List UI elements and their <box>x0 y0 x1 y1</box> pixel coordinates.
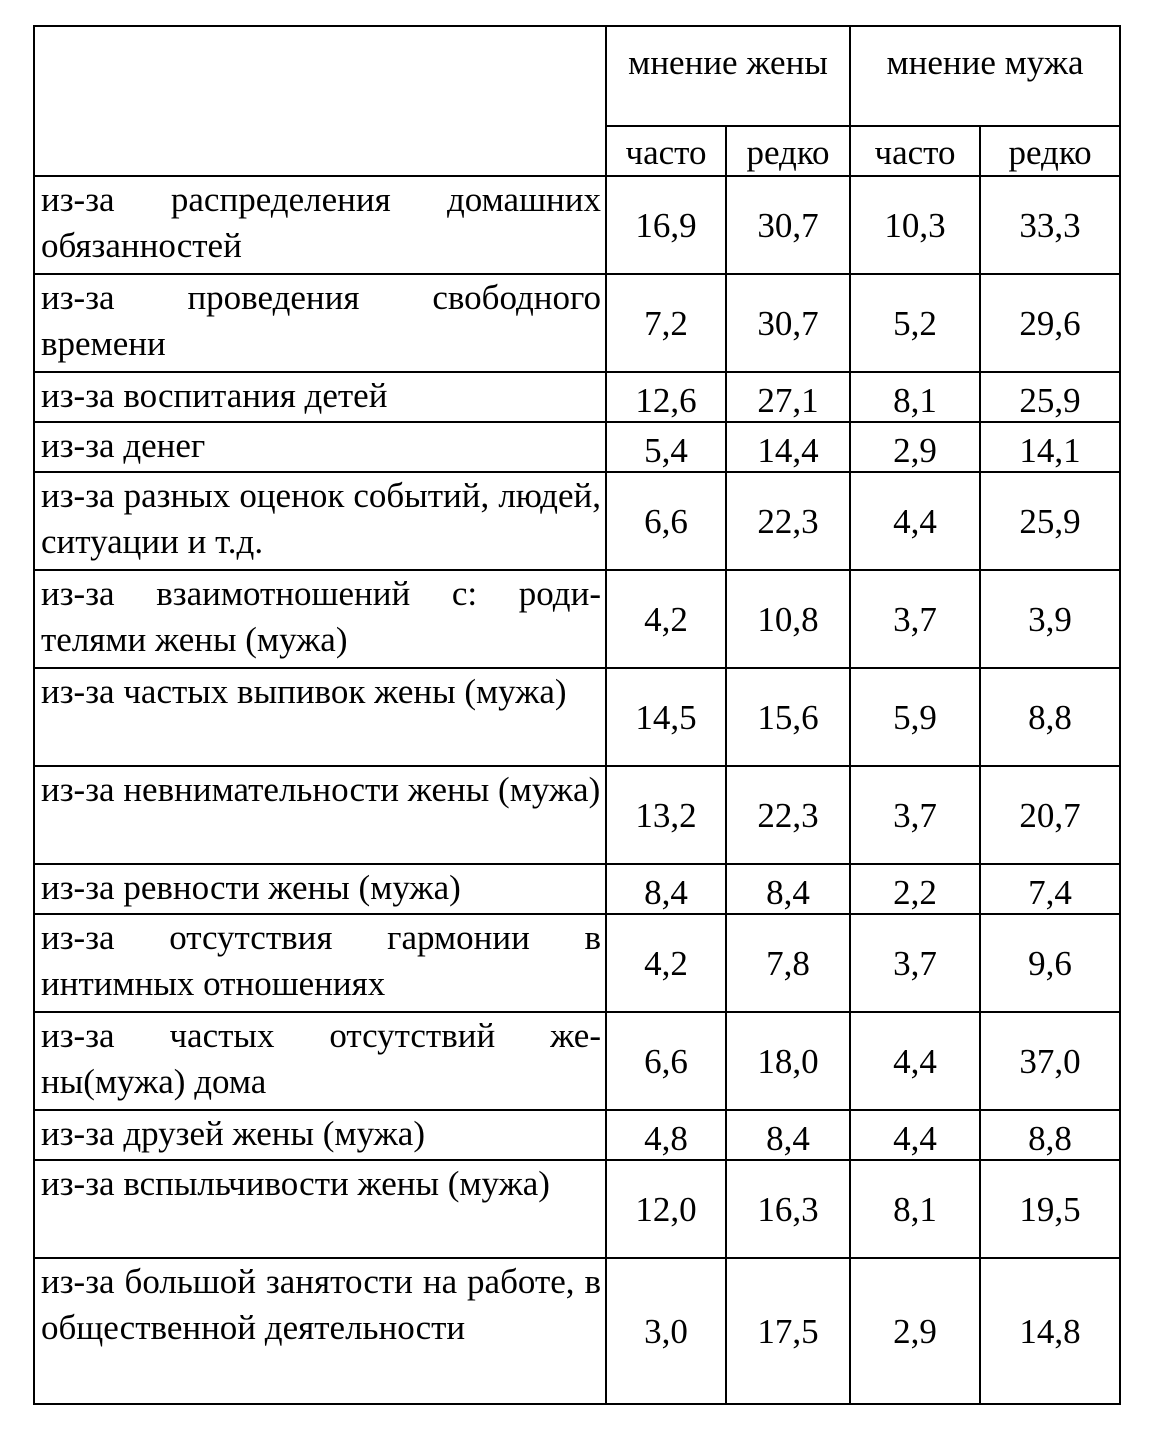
cell-wife-often: 12,0 <box>606 1160 726 1258</box>
header-wife-rarely: редко <box>726 126 850 176</box>
row-label: из-за проведения свободного времени <box>34 274 606 372</box>
table-row <box>34 1110 1120 1160</box>
header-wife-often: часто <box>606 126 726 176</box>
row-label: из-за вспыльчивости жены (мужа) <box>34 1160 606 1258</box>
cell-husband-rarely: 9,6 <box>980 914 1120 1012</box>
cell-wife-often: 14,5 <box>606 668 726 766</box>
cell-husband-rarely: 8,8 <box>980 668 1120 766</box>
cell-wife-rarely: 22,3 <box>726 472 850 570</box>
table-row <box>34 1258 1120 1404</box>
row-label: из-за друзей жены (мужа) <box>34 1110 606 1160</box>
cell-husband-rarely: 14,1 <box>980 422 1120 472</box>
cell-wife-rarely: 30,7 <box>726 274 850 372</box>
cell-wife-often: 7,2 <box>606 274 726 372</box>
cell-husband-often: 4,4 <box>850 1110 980 1160</box>
cell-husband-often: 3,7 <box>850 766 980 864</box>
cell-wife-rarely: 14,4 <box>726 422 850 472</box>
row-label: из-за невнимательности жены (мужа) <box>34 766 606 864</box>
cell-husband-rarely: 25,9 <box>980 372 1120 422</box>
cell-husband-often: 2,9 <box>850 1258 980 1404</box>
cell-wife-rarely: 8,4 <box>726 1110 850 1160</box>
header-husband-often: часто <box>850 126 980 176</box>
header-husband-rarely: редко <box>980 126 1120 176</box>
cell-wife-often: 13,2 <box>606 766 726 864</box>
cell-husband-often: 10,3 <box>850 176 980 274</box>
cell-husband-often: 3,7 <box>850 914 980 1012</box>
cell-wife-rarely: 7,8 <box>726 914 850 1012</box>
conflict-causes-table <box>33 25 1121 1405</box>
cell-wife-rarely: 10,8 <box>726 570 850 668</box>
cell-wife-rarely: 27,1 <box>726 372 850 422</box>
table-row <box>34 914 1120 1012</box>
cell-wife-often: 4,2 <box>606 914 726 1012</box>
row-label: из-за воспитания детей <box>34 372 606 422</box>
header-wife-opinion: мнение жены <box>606 26 850 126</box>
row-label: из-за отсутствия гармонии в интимных отношениях <box>34 914 606 1012</box>
cell-husband-often: 8,1 <box>850 1160 980 1258</box>
cell-wife-often: 4,8 <box>606 1110 726 1160</box>
table-row <box>34 864 1120 914</box>
table-row <box>34 668 1120 766</box>
cell-wife-often: 4,2 <box>606 570 726 668</box>
cell-wife-rarely: 8,4 <box>726 864 850 914</box>
cell-husband-rarely: 25,9 <box>980 472 1120 570</box>
table-row <box>34 372 1120 422</box>
cell-husband-rarely: 20,7 <box>980 766 1120 864</box>
cell-wife-rarely: 30,7 <box>726 176 850 274</box>
cell-husband-rarely: 33,3 <box>980 176 1120 274</box>
cell-husband-rarely: 19,5 <box>980 1160 1120 1258</box>
cell-wife-often: 12,6 <box>606 372 726 422</box>
cell-wife-rarely: 22,3 <box>726 766 850 864</box>
header-corner-cell <box>34 26 606 176</box>
cell-wife-often: 6,6 <box>606 1012 726 1110</box>
cell-husband-often: 2,2 <box>850 864 980 914</box>
row-label: из-за частых отсутствий же-ны(мужа) дома <box>34 1012 606 1110</box>
cell-husband-rarely: 14,8 <box>980 1258 1120 1404</box>
table-row <box>34 570 1120 668</box>
cell-wife-often: 5,4 <box>606 422 726 472</box>
cell-husband-rarely: 37,0 <box>980 1012 1120 1110</box>
table-row <box>34 176 1120 274</box>
cell-husband-rarely: 29,6 <box>980 274 1120 372</box>
table-row <box>34 1160 1120 1258</box>
cell-husband-rarely: 7,4 <box>980 864 1120 914</box>
row-label: из-за разных оценок событий, людей, ситуации и т.д. <box>34 472 606 570</box>
header-husband-opinion: мнение мужа <box>850 26 1120 126</box>
table-row <box>34 422 1120 472</box>
cell-wife-rarely: 18,0 <box>726 1012 850 1110</box>
cell-wife-rarely: 16,3 <box>726 1160 850 1258</box>
row-label: из-за частых выпивок жены (мужа) <box>34 668 606 766</box>
row-label: из-за денег <box>34 422 606 472</box>
cell-husband-often: 8,1 <box>850 372 980 422</box>
cell-husband-often: 4,4 <box>850 472 980 570</box>
cell-husband-rarely: 3,9 <box>980 570 1120 668</box>
cell-wife-often: 16,9 <box>606 176 726 274</box>
row-label: из-за взаимотношений с: роди-телями жены (мужа) <box>34 570 606 668</box>
table-row <box>34 274 1120 372</box>
cell-wife-often: 6,6 <box>606 472 726 570</box>
row-label: из-за распределения домашних обязанностей <box>34 176 606 274</box>
cell-wife-rarely: 15,6 <box>726 668 850 766</box>
cell-wife-often: 3,0 <box>606 1258 726 1404</box>
table-row <box>34 1012 1120 1110</box>
row-label: из-за большой занятости на работе, в общественной деятельности <box>34 1258 606 1404</box>
cell-husband-often: 2,9 <box>850 422 980 472</box>
cell-husband-often: 5,2 <box>850 274 980 372</box>
cell-wife-rarely: 17,5 <box>726 1258 850 1404</box>
cell-wife-often: 8,4 <box>606 864 726 914</box>
table-row <box>34 766 1120 864</box>
cell-husband-often: 5,9 <box>850 668 980 766</box>
table-row <box>34 472 1120 570</box>
cell-husband-often: 4,4 <box>850 1012 980 1110</box>
cell-husband-rarely: 8,8 <box>980 1110 1120 1160</box>
cell-husband-often: 3,7 <box>850 570 980 668</box>
row-label: из-за ревности жены (мужа) <box>34 864 606 914</box>
